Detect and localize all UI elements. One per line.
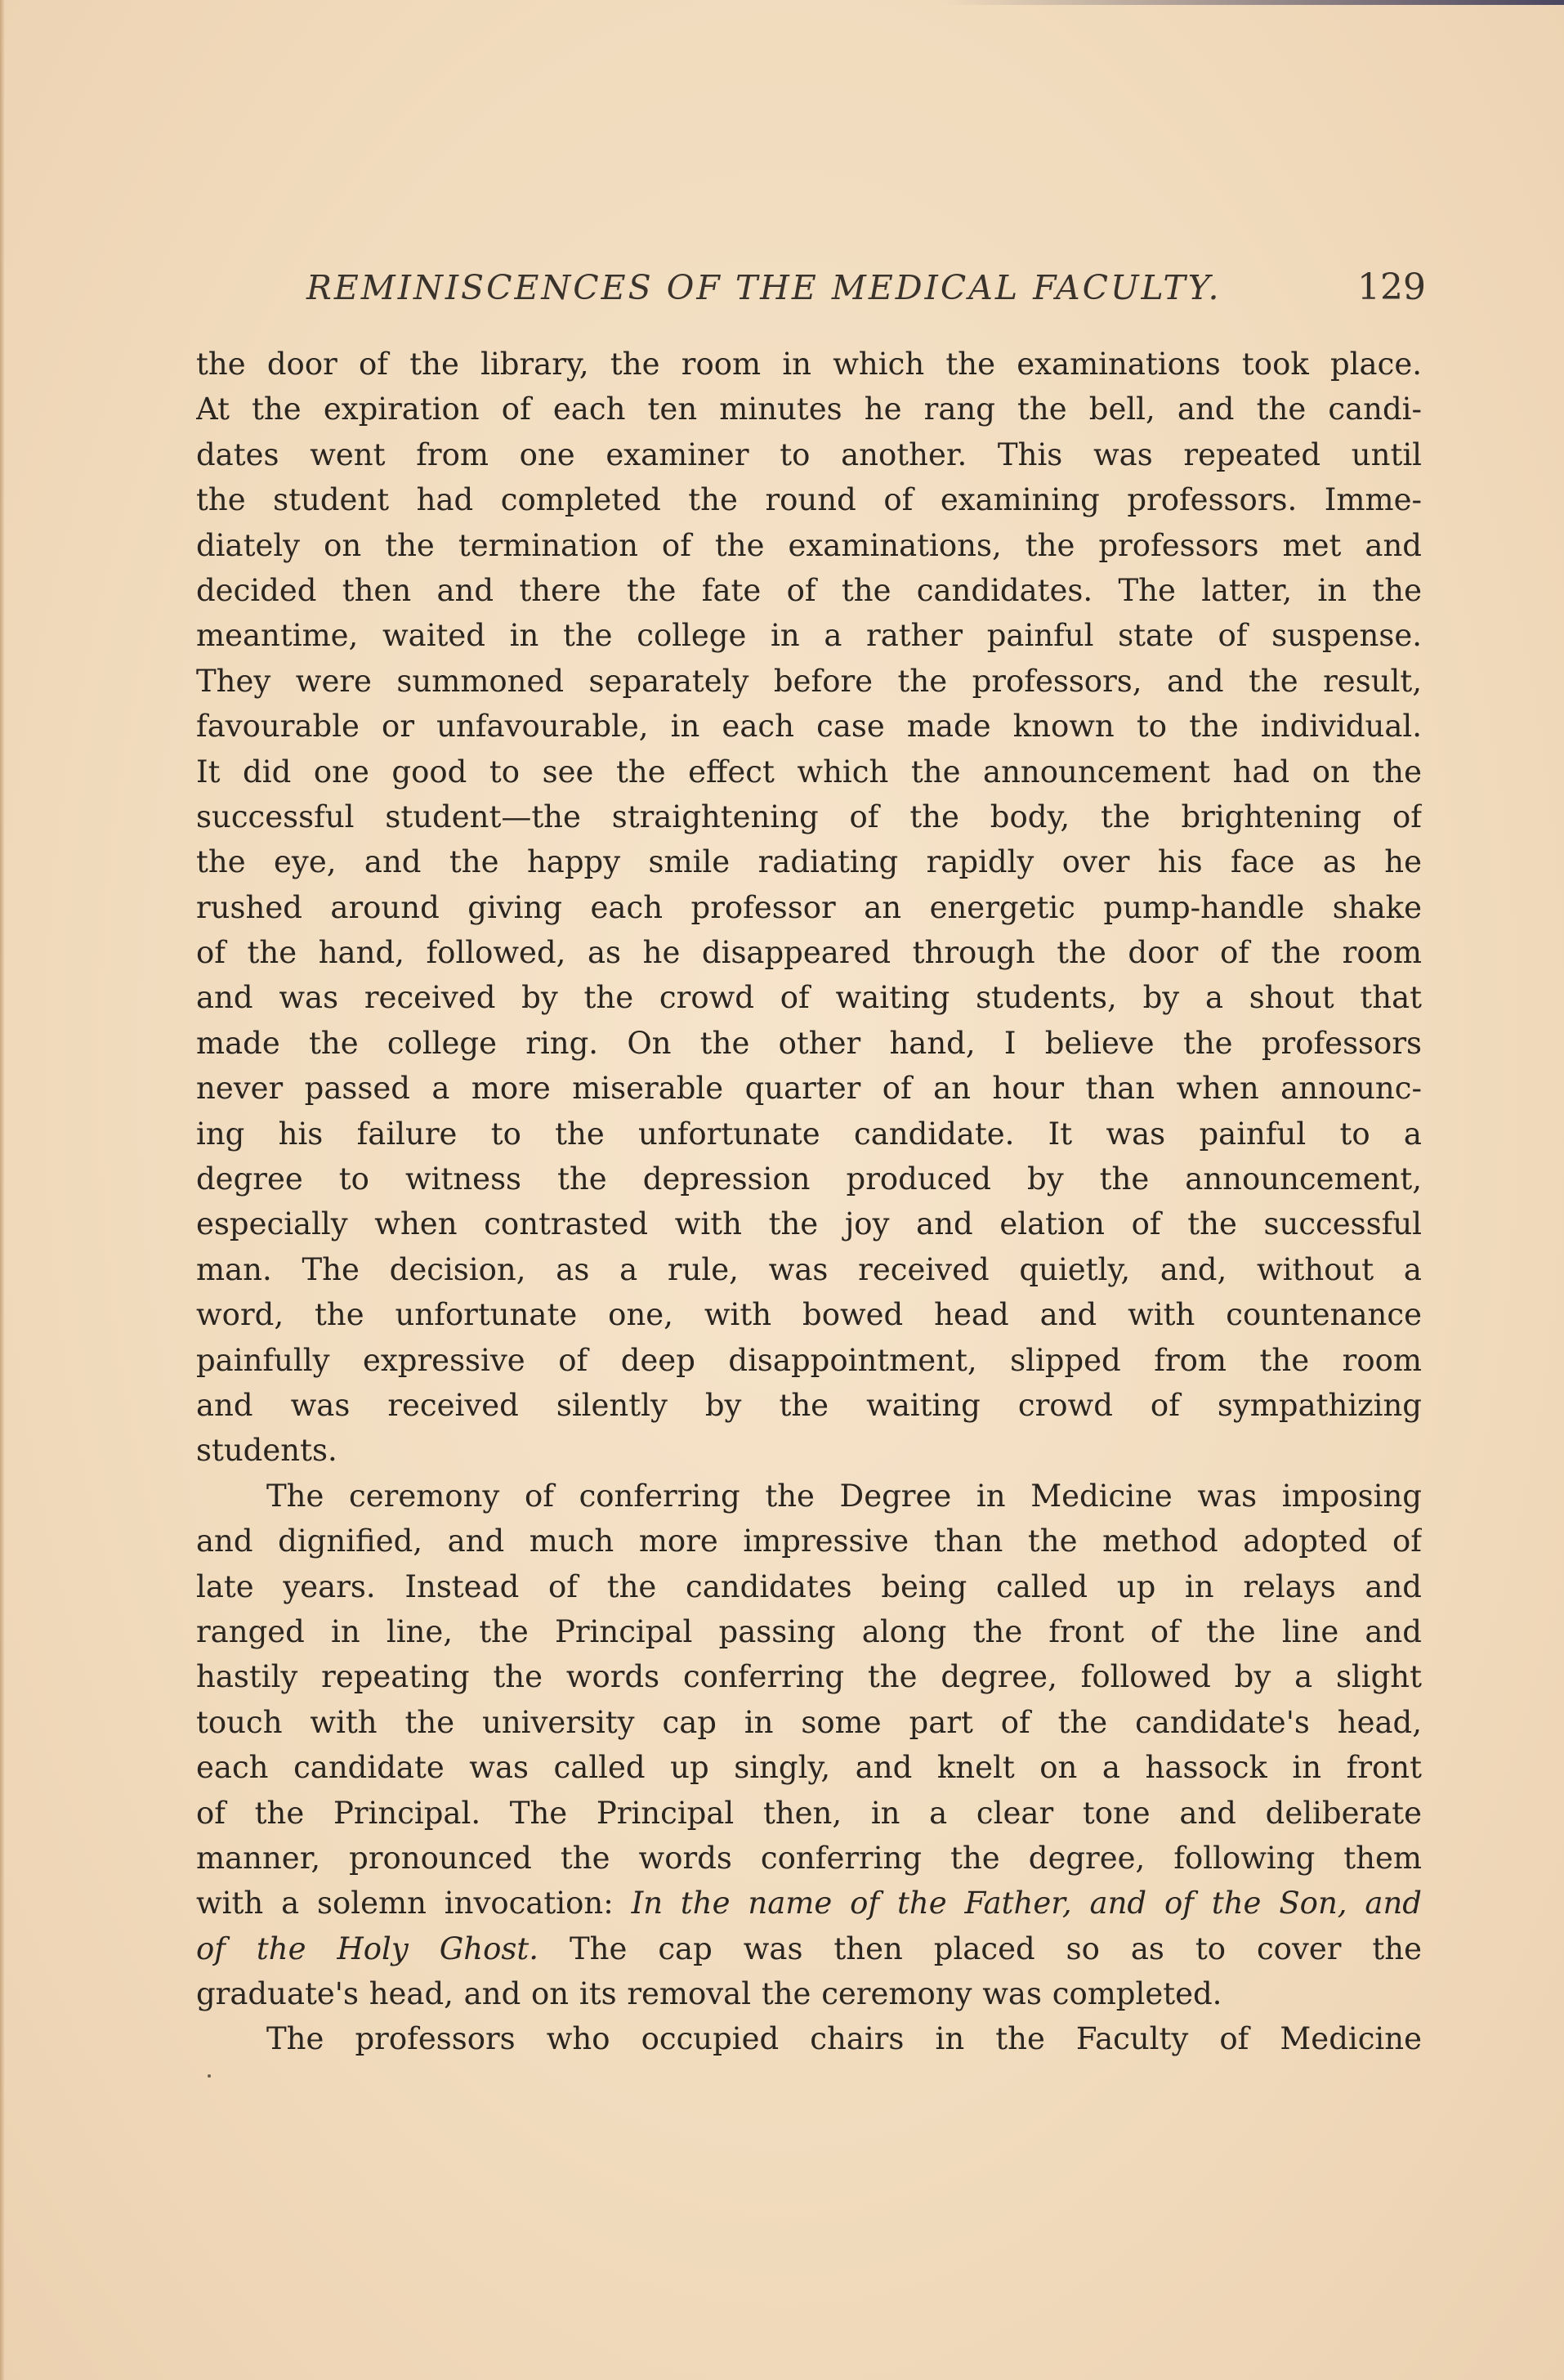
text-line: degree to witness the depression produced by the announcement, xyxy=(196,1161,1422,1197)
invocation-italic: In the name of the Father, and of the Son, and xyxy=(631,1886,1422,1921)
text-line: decided then and there the fate of the candidates. The latter, in the xyxy=(196,572,1422,608)
invocation-trailing: The cap was then placed so as to cover the xyxy=(538,1930,1422,1966)
text-line: At the expiration of each ten minutes he rang the bell, and the candi- xyxy=(196,391,1422,427)
paragraph-start-line: The professors who occupied chairs in the Faculty of Medicine xyxy=(266,2021,1422,2057)
text-line: hastily repeating the words conferring the degree, followed by a slight xyxy=(196,1659,1422,1695)
text-line-invocation xyxy=(196,1881,1422,1926)
text-line: especially when contrasted with the joy and elation of the successful xyxy=(196,1206,1422,1242)
text-line-invocation-end xyxy=(196,1926,1422,1971)
text-line: and was received silently by the waiting crowd of sympathizing xyxy=(196,1387,1422,1423)
text-line: made the college ring. On the other hand, I believe the professors xyxy=(196,1025,1422,1061)
invocation-lead: with a solemn invocation: xyxy=(196,1886,632,1921)
text-line: ing his failure to the unfortunate candidate. It was painful to a xyxy=(196,1116,1422,1152)
paragraph-start-line: The ceremony of conferring the Degree in Medicine was imposing xyxy=(266,1478,1422,1514)
text-line: manner, pronounced the words conferring the degree, following them xyxy=(196,1840,1422,1876)
text-line: dates went from one examiner to another. This was repeated until xyxy=(196,436,1422,472)
text-line: the student had completed the round of examining professors. Imme- xyxy=(196,482,1422,518)
text-line: of the Principal. The Principal then, in a clear tone and deliberate xyxy=(196,1795,1422,1831)
text-line: never passed a more miserable quarter of an hour than when announc- xyxy=(196,1071,1422,1107)
text-line: students. xyxy=(196,1433,337,1469)
text-line: painfully expressive of deep disappointment, slipped from the room xyxy=(196,1342,1422,1378)
body-text xyxy=(196,342,1422,2062)
text-line: and dignified, and much more impressive than the method adopted of xyxy=(196,1523,1422,1559)
text-line: late years. Instead of the candidates being called up in relays and xyxy=(196,1568,1422,1604)
text-line: of the hand, followed, as he disappeared through the door of the room xyxy=(196,935,1422,971)
running-title: REMINISCENCES OF THE MEDICAL FACULTY. xyxy=(306,268,1222,307)
text-line: diately on the termination of the examinations, the professors met and xyxy=(196,527,1422,563)
text-line: and was received by the crowd of waiting students, by a shout that xyxy=(196,980,1422,1016)
page-edge-left xyxy=(0,0,5,2380)
text-line: graduate's head, and on its removal the ceremony was completed. xyxy=(196,1976,1222,2012)
text-line: the eye, and the happy smile radiating rapidly over his face as he xyxy=(196,844,1422,880)
text-line: each candidate was called up singly, and knelt on a hassock in front xyxy=(196,1750,1422,1786)
text-line: They were summoned separately before the professors, and the result, xyxy=(196,663,1422,699)
invocation-italic-end: of the Holy Ghost. xyxy=(196,1930,538,1966)
running-head xyxy=(306,263,1426,312)
text-line: It did one good to see the effect which the announcement had on the xyxy=(196,754,1422,790)
text-line: touch with the university cap in some part of the candidate's head, xyxy=(196,1704,1422,1740)
page-number: 129 xyxy=(1357,266,1426,308)
text-line: ranged in line, the Principal passing along the front of the line and xyxy=(196,1613,1422,1649)
text-line: man. The decision, as a rule, was received quietly, and, without a xyxy=(196,1251,1422,1287)
text-line: rushed around giving each professor an energetic pump-handle shake xyxy=(196,889,1422,925)
text-line: the door of the library, the room in which the examinations took place. xyxy=(196,347,1422,382)
text-line: favourable or unfavourable, in each case made known to the individual. xyxy=(196,709,1422,745)
text-line: word, the unfortunate one, with bowed head and with countenance xyxy=(196,1297,1422,1333)
page-edge-top xyxy=(940,0,1564,5)
text-line: successful student—the straightening of the body, the brightening of xyxy=(196,799,1422,834)
paper-speck xyxy=(208,2074,211,2078)
text-line: meantime, waited in the college in a rather painful state of suspense. xyxy=(196,618,1422,654)
